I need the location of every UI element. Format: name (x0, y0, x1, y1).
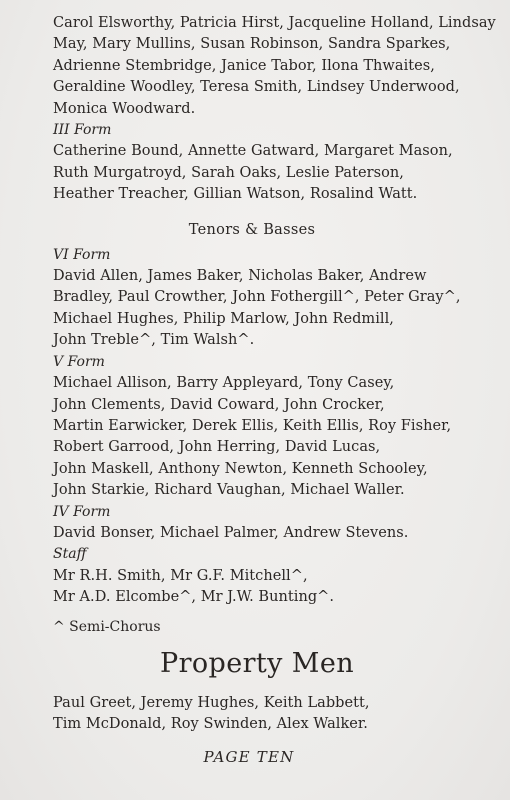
name-line: Michael Hughes, Philip Marlow, John Redmill, (53, 310, 394, 327)
name-line: Adrienne Stembridge, Janice Tabor, Ilona Thwaites, (53, 57, 435, 74)
staff-list (53, 566, 501, 609)
name-line: Geraldine Woodley, Teresa Smith, Lindsey Underwood, (53, 79, 460, 96)
name-line: John Maskell, Anthony Newton, Kenneth Schooley, (53, 460, 428, 477)
form-vi-list (53, 266, 501, 352)
name-line: Mr A.D. Elcombe^, Mr J.W. Bunting^. (53, 589, 335, 606)
name-line: David Bonser, Michael Palmer, Andrew Stevens. (53, 524, 409, 541)
name-line: Robert Garrood, John Herring, David Lucas, (53, 439, 381, 456)
name-line: May, Mary Mullins, Susan Robinson, Sandra Sparkes, (53, 36, 451, 53)
name-line: Monica Woodward. (53, 100, 196, 117)
name-line: Michael Allison, Barry Appleyard, Tony Casey, (53, 375, 395, 392)
form-iv-list (53, 523, 501, 544)
page-content (53, 13, 501, 768)
name-line: Paul Greet, Jeremy Hughes, Keith Labbett, (53, 694, 370, 711)
form-heading-vi: VI Form (53, 246, 111, 263)
semi-chorus-note: ^ Semi-Chorus (53, 618, 161, 635)
form-heading-iii: III Form (53, 122, 112, 139)
form-heading-staff: Staff (53, 546, 87, 563)
name-line: John Starkie, Richard Vaughan, Michael Waller. (53, 482, 405, 499)
form-heading-iv: IV Form (53, 503, 111, 520)
form-v-list (53, 373, 501, 501)
name-line: Catherine Bound, Annette Gatward, Margaret Mason, (53, 143, 453, 160)
form-heading-v: V Form (53, 353, 105, 370)
name-line: Martin Earwicker, Derek Ellis, Keith Ellis, Roy Fisher, (53, 417, 452, 434)
section-title-property-men: Property Men (160, 647, 354, 679)
name-line: Carol Elsworthy, Patricia Hirst, Jacqueline Holland, Lindsay (53, 15, 496, 31)
name-line: David Allen, James Baker, Nicholas Baker, Andrew (53, 268, 427, 285)
name-line: Mr R.H. Smith, Mr G.F. Mitchell^, (53, 567, 308, 584)
page-footer: PAGE TEN (203, 748, 295, 767)
name-line: John Treble^, Tim Walsh^. (53, 332, 255, 349)
form-iii-list (53, 141, 501, 205)
name-line: Heather Treacher, Gillian Watson, Rosalind Watt. (53, 186, 418, 203)
section-title-tenors-basses: Tenors & Basses (188, 221, 316, 238)
name-line: Ruth Murgatroyd, Sarah Oaks, Leslie Paterson, (53, 164, 404, 181)
name-line: Tim McDonald, Roy Swinden, Alex Walker. (53, 715, 368, 732)
name-line: Bradley, Paul Crowther, John Fothergill^, Peter Gray^, (53, 289, 461, 306)
property-men-list (53, 693, 501, 736)
sopranos-continued-list (53, 13, 501, 120)
name-line: John Clements, David Coward, John Crocker, (53, 396, 385, 413)
